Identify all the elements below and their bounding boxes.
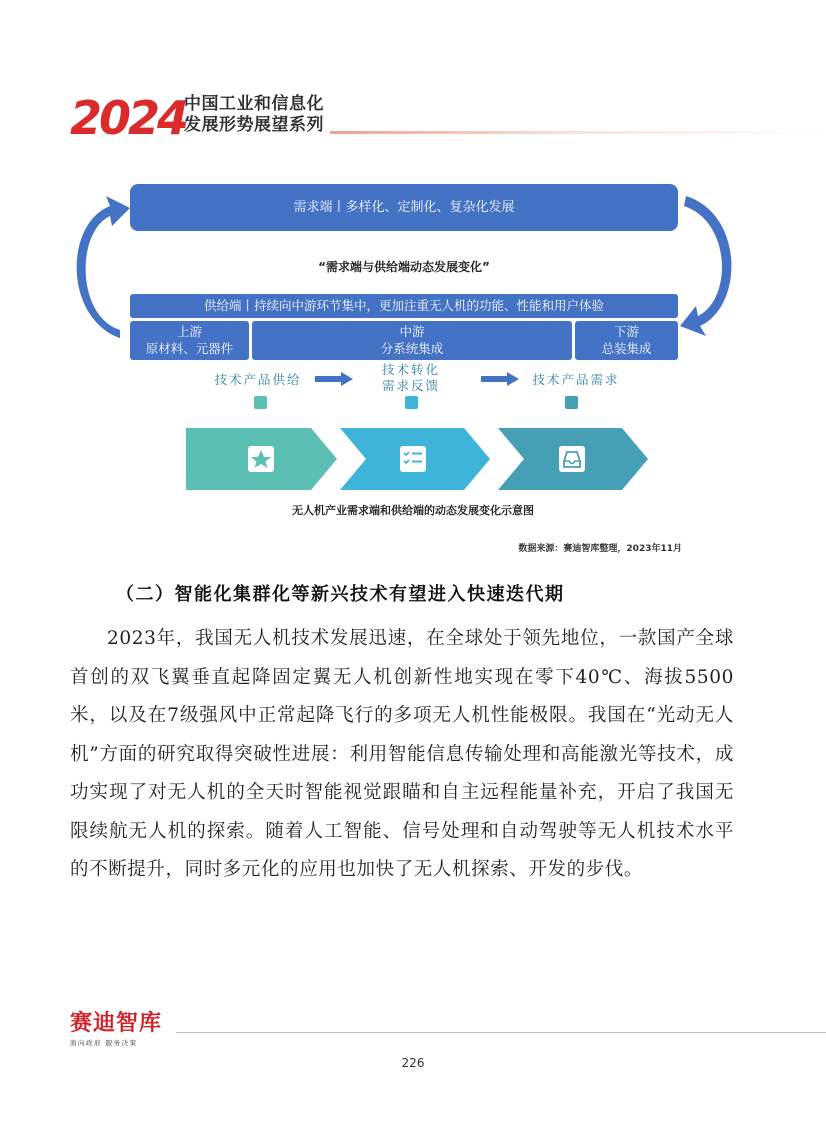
flow-label-demand: 技术产品需求 <box>532 372 620 387</box>
downstream-detail: 总装集成 <box>601 341 652 356</box>
right-arrow-icon <box>481 372 519 386</box>
inbox-tray-icon <box>559 446 585 472</box>
downstream-segment <box>575 321 678 360</box>
data-source-note: 数据来源：赛迪智库整理，2023年11月 <box>518 544 682 554</box>
supply-side-bar: 供给端丨持续向中游环节集中，更加注重无人机的功能、性能和用户体验 <box>130 294 678 318</box>
connector-square <box>254 396 267 409</box>
right-arrow-icon <box>315 372 353 386</box>
connector-square <box>405 396 418 409</box>
upstream-segment <box>130 321 249 360</box>
midstream-detail: 分系统集成 <box>380 341 444 356</box>
page-number: 226 <box>401 1056 425 1070</box>
checklist-icon <box>400 446 426 472</box>
industry-dynamics-diagram <box>0 0 826 560</box>
upstream-detail: 原材料、元器件 <box>145 341 234 356</box>
flow-label-feedback <box>368 362 454 394</box>
footer-divider <box>176 1032 826 1033</box>
section-heading: （二）智能化集群化等新兴技术有望进入快速迭代期 <box>116 584 565 605</box>
flow-label-feedback-line-2: 需求反馈 <box>381 378 440 393</box>
flow-label-feedback-line-1: 技术转化 <box>381 362 440 377</box>
midstream-title: 中游 <box>399 324 425 339</box>
year-logo-text: 2024 <box>70 91 187 145</box>
figure-caption: 无人机产业需求端和供给端的动态发展变化示意图 <box>292 504 534 517</box>
process-chevrons <box>186 428 651 490</box>
diagram-center-caption: “需求端与供给端动态发展变化” <box>318 260 490 274</box>
body-paragraph: 2023年，我国无人机技术发展迅速，在全球处于领先地位，一款国产全球首创的双飞翼垂直起降固定翼无人机创新性地实现在零下40℃、海拔5500米，以及在7级强风中正常起降飞行的多项无人机性能极限。我国在“光动无人机”方面的研究取得突破性进展：利用智能信息传输处理和高能激光等技术，成功实现了对无人机的全天时智能视觉跟瞄和自主远程能量补充，开启了我国无限续航无人机的探索。随着人工智能、信号处理和自动驾驶等无人机技术水平的不断提升，同时多元化的应用也加快了无人机探索、开发的步伐。 <box>70 628 734 880</box>
footer-brand: 赛迪智库 <box>70 1011 163 1036</box>
series-title-line-1: 中国工业和信息化 <box>184 94 324 114</box>
series-title-line-2: 发展形势展望系列 <box>184 115 324 135</box>
star-icon <box>248 446 274 472</box>
upstream-title: 上游 <box>176 324 202 339</box>
downstream-title: 下游 <box>613 324 639 339</box>
footer-slogan: 面向政府 服务决策 <box>70 1039 138 1047</box>
midstream-segment <box>252 321 572 360</box>
flow-label-supply: 技术产品供给 <box>214 372 302 387</box>
left-cycle-arrow-icon <box>77 196 130 338</box>
connector-square <box>565 396 578 409</box>
ccid-think-tank-logo <box>70 1012 162 1047</box>
right-cycle-arrow-icon <box>680 196 731 336</box>
demand-side-bar: 需求端丨多样化、定制化、复杂化发展 <box>130 184 678 231</box>
